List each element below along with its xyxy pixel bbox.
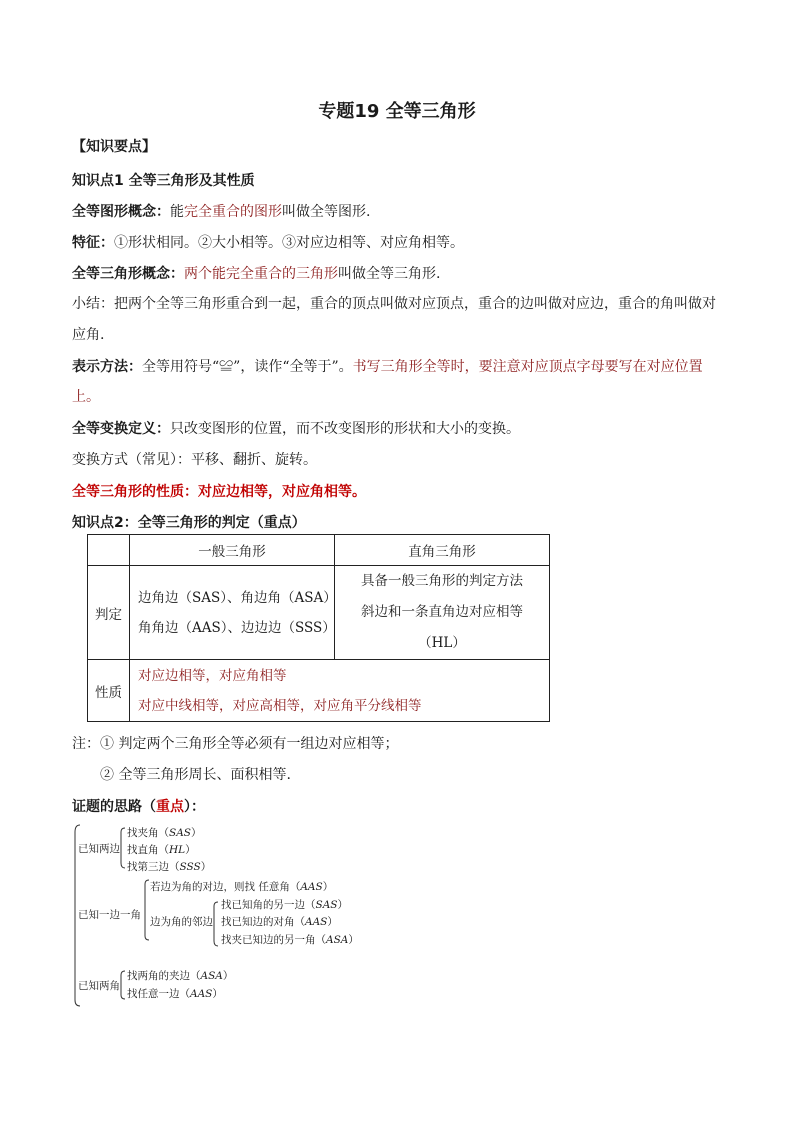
text: ） bbox=[337, 899, 348, 911]
summary-line-2: 应角. bbox=[72, 327, 105, 343]
highlight: 两个能完全重合的三角形 bbox=[184, 266, 338, 282]
case: AAS bbox=[190, 988, 213, 1000]
label: 全等变换定义： bbox=[72, 421, 170, 437]
two-sides-label: 已知两边 bbox=[78, 843, 120, 855]
features bbox=[72, 232, 464, 252]
two-sides-brace bbox=[121, 828, 125, 868]
side-angle-brace bbox=[145, 880, 149, 940]
text: ） bbox=[185, 844, 196, 856]
text: 全等用符号“≌”，读作“全等于”。 bbox=[142, 359, 353, 375]
text: ①形状相同。②大小相等。③对应边相等、对应角相等。 bbox=[114, 235, 464, 251]
two-angles-label: 已知两角 bbox=[78, 980, 120, 992]
text: 找第三边（ bbox=[127, 861, 180, 873]
text: 找已知角的另一边（ bbox=[221, 899, 316, 911]
case: AAS bbox=[300, 881, 323, 893]
text: 找直角（ bbox=[127, 844, 169, 856]
table-row-property bbox=[88, 660, 550, 722]
transform-ways: 变换方式（常见）：平移、翻折、旋转。 bbox=[72, 452, 317, 468]
text: ） bbox=[222, 970, 234, 982]
text: 只改变图形的位置，而不改变图形的形状和大小的变换。 bbox=[170, 421, 520, 437]
prop-1: 对应边相等，对应角相等 bbox=[138, 667, 287, 684]
text: 证题的思路（ bbox=[72, 799, 156, 815]
congruent-figure-def bbox=[72, 201, 370, 221]
table-row-judge bbox=[88, 566, 550, 660]
right-1: 具备一般三角形的判定方法 bbox=[361, 573, 523, 589]
highlight: 书写三角形全等时，要注意对应顶点字母要写在对应位置 bbox=[352, 359, 703, 375]
col-right: 直角三角形 bbox=[335, 535, 550, 566]
note-2: ② 全等三角形周长、面积相等. bbox=[100, 767, 291, 783]
sa-2-label: 边为角的邻边 bbox=[150, 916, 213, 928]
ta-2 bbox=[127, 986, 223, 1001]
right-3: （HL） bbox=[418, 635, 466, 651]
ts-2 bbox=[127, 842, 196, 857]
case: SAS bbox=[315, 899, 338, 911]
text: 叫做全等三角形. bbox=[338, 266, 441, 282]
prop-2: 对应中线相等，对应高相等，对应角平分线相等 bbox=[138, 697, 422, 714]
row-judge-label: 判定 bbox=[88, 566, 130, 660]
notation-cont: 上。 bbox=[72, 389, 100, 405]
case: SAS bbox=[169, 827, 191, 839]
text: 若边为角的对边，则找 任意角（ bbox=[150, 881, 301, 893]
text: 找两角的夹边（ bbox=[127, 970, 201, 982]
text: ） bbox=[322, 881, 334, 893]
label: 特征： bbox=[72, 235, 114, 251]
highlight: 重点 bbox=[156, 799, 184, 815]
sa-2a bbox=[221, 897, 348, 912]
sa-2b bbox=[221, 914, 338, 929]
sa-2c bbox=[221, 932, 359, 947]
case: HL bbox=[169, 844, 186, 856]
case: SSS bbox=[179, 861, 201, 873]
adjacent-brace bbox=[214, 902, 218, 946]
text: ） bbox=[190, 827, 202, 839]
highlight: 完全重合的图形 bbox=[184, 204, 282, 220]
right-criteria bbox=[335, 566, 550, 660]
notation bbox=[72, 356, 703, 376]
general-1: 边角边（SAS）、角边角（ASA） bbox=[138, 589, 337, 606]
proof-heading bbox=[72, 796, 205, 816]
kp1-heading: 知识点1 全等三角形及其性质 bbox=[72, 173, 255, 189]
text: ） bbox=[212, 988, 223, 1000]
general-criteria bbox=[130, 566, 335, 660]
text: ） bbox=[200, 861, 212, 873]
two-angles-brace bbox=[121, 971, 125, 999]
right-2: 斜边和一条直角边对应相等 bbox=[361, 604, 523, 620]
text: ） bbox=[327, 916, 338, 928]
label: 全等三角形概念： bbox=[72, 266, 184, 282]
label: 全等图形概念： bbox=[72, 204, 170, 220]
case: ASA bbox=[326, 934, 349, 946]
table-corner bbox=[88, 535, 130, 566]
case: AAS bbox=[305, 916, 328, 928]
transform-def bbox=[72, 418, 520, 438]
table-header-row bbox=[88, 535, 550, 566]
row-prop-label: 性质 bbox=[88, 660, 130, 722]
property: 全等三角形的性质：对应边相等，对应角相等。 bbox=[72, 484, 366, 500]
ta-1 bbox=[127, 968, 233, 983]
section-header: 【知识要点】 bbox=[72, 139, 156, 155]
text: 能 bbox=[170, 204, 184, 220]
sa-1 bbox=[150, 879, 333, 894]
text: 找已知边的对角（ bbox=[221, 916, 305, 928]
note-1: 注：① 判定两个三角形全等必须有一组边对应相等； bbox=[72, 736, 399, 752]
criteria-table bbox=[87, 534, 550, 722]
text: ）： bbox=[184, 799, 205, 815]
text: ） bbox=[348, 934, 359, 946]
case: ASA bbox=[200, 970, 223, 982]
label: 表示方法： bbox=[72, 359, 142, 375]
congruent-triangle-def bbox=[72, 263, 440, 283]
text: 找夹已知边的另一角（ bbox=[221, 934, 326, 946]
general-2: 角角边（AAS）、边边边（SSS） bbox=[138, 619, 336, 636]
kp2-heading: 知识点2：全等三角形的判定（重点） bbox=[72, 515, 306, 531]
side-angle-label: 已知一边一角 bbox=[78, 909, 141, 921]
summary-line-1: 小结：把两个全等三角形重合到一起，重合的顶点叫做对应顶点，重合的边叫做对应边，重合的角叫做对 bbox=[72, 296, 716, 312]
text: 找任意一边（ bbox=[127, 988, 190, 1000]
text: 找夹角（ bbox=[127, 827, 169, 839]
property-cell bbox=[130, 660, 550, 722]
text: 叫做全等图形. bbox=[282, 204, 371, 220]
page-title: 专题19 全等三角形 bbox=[318, 101, 476, 122]
ts-3 bbox=[127, 859, 211, 874]
col-general: 一般三角形 bbox=[130, 535, 335, 566]
ts-1 bbox=[127, 825, 201, 840]
